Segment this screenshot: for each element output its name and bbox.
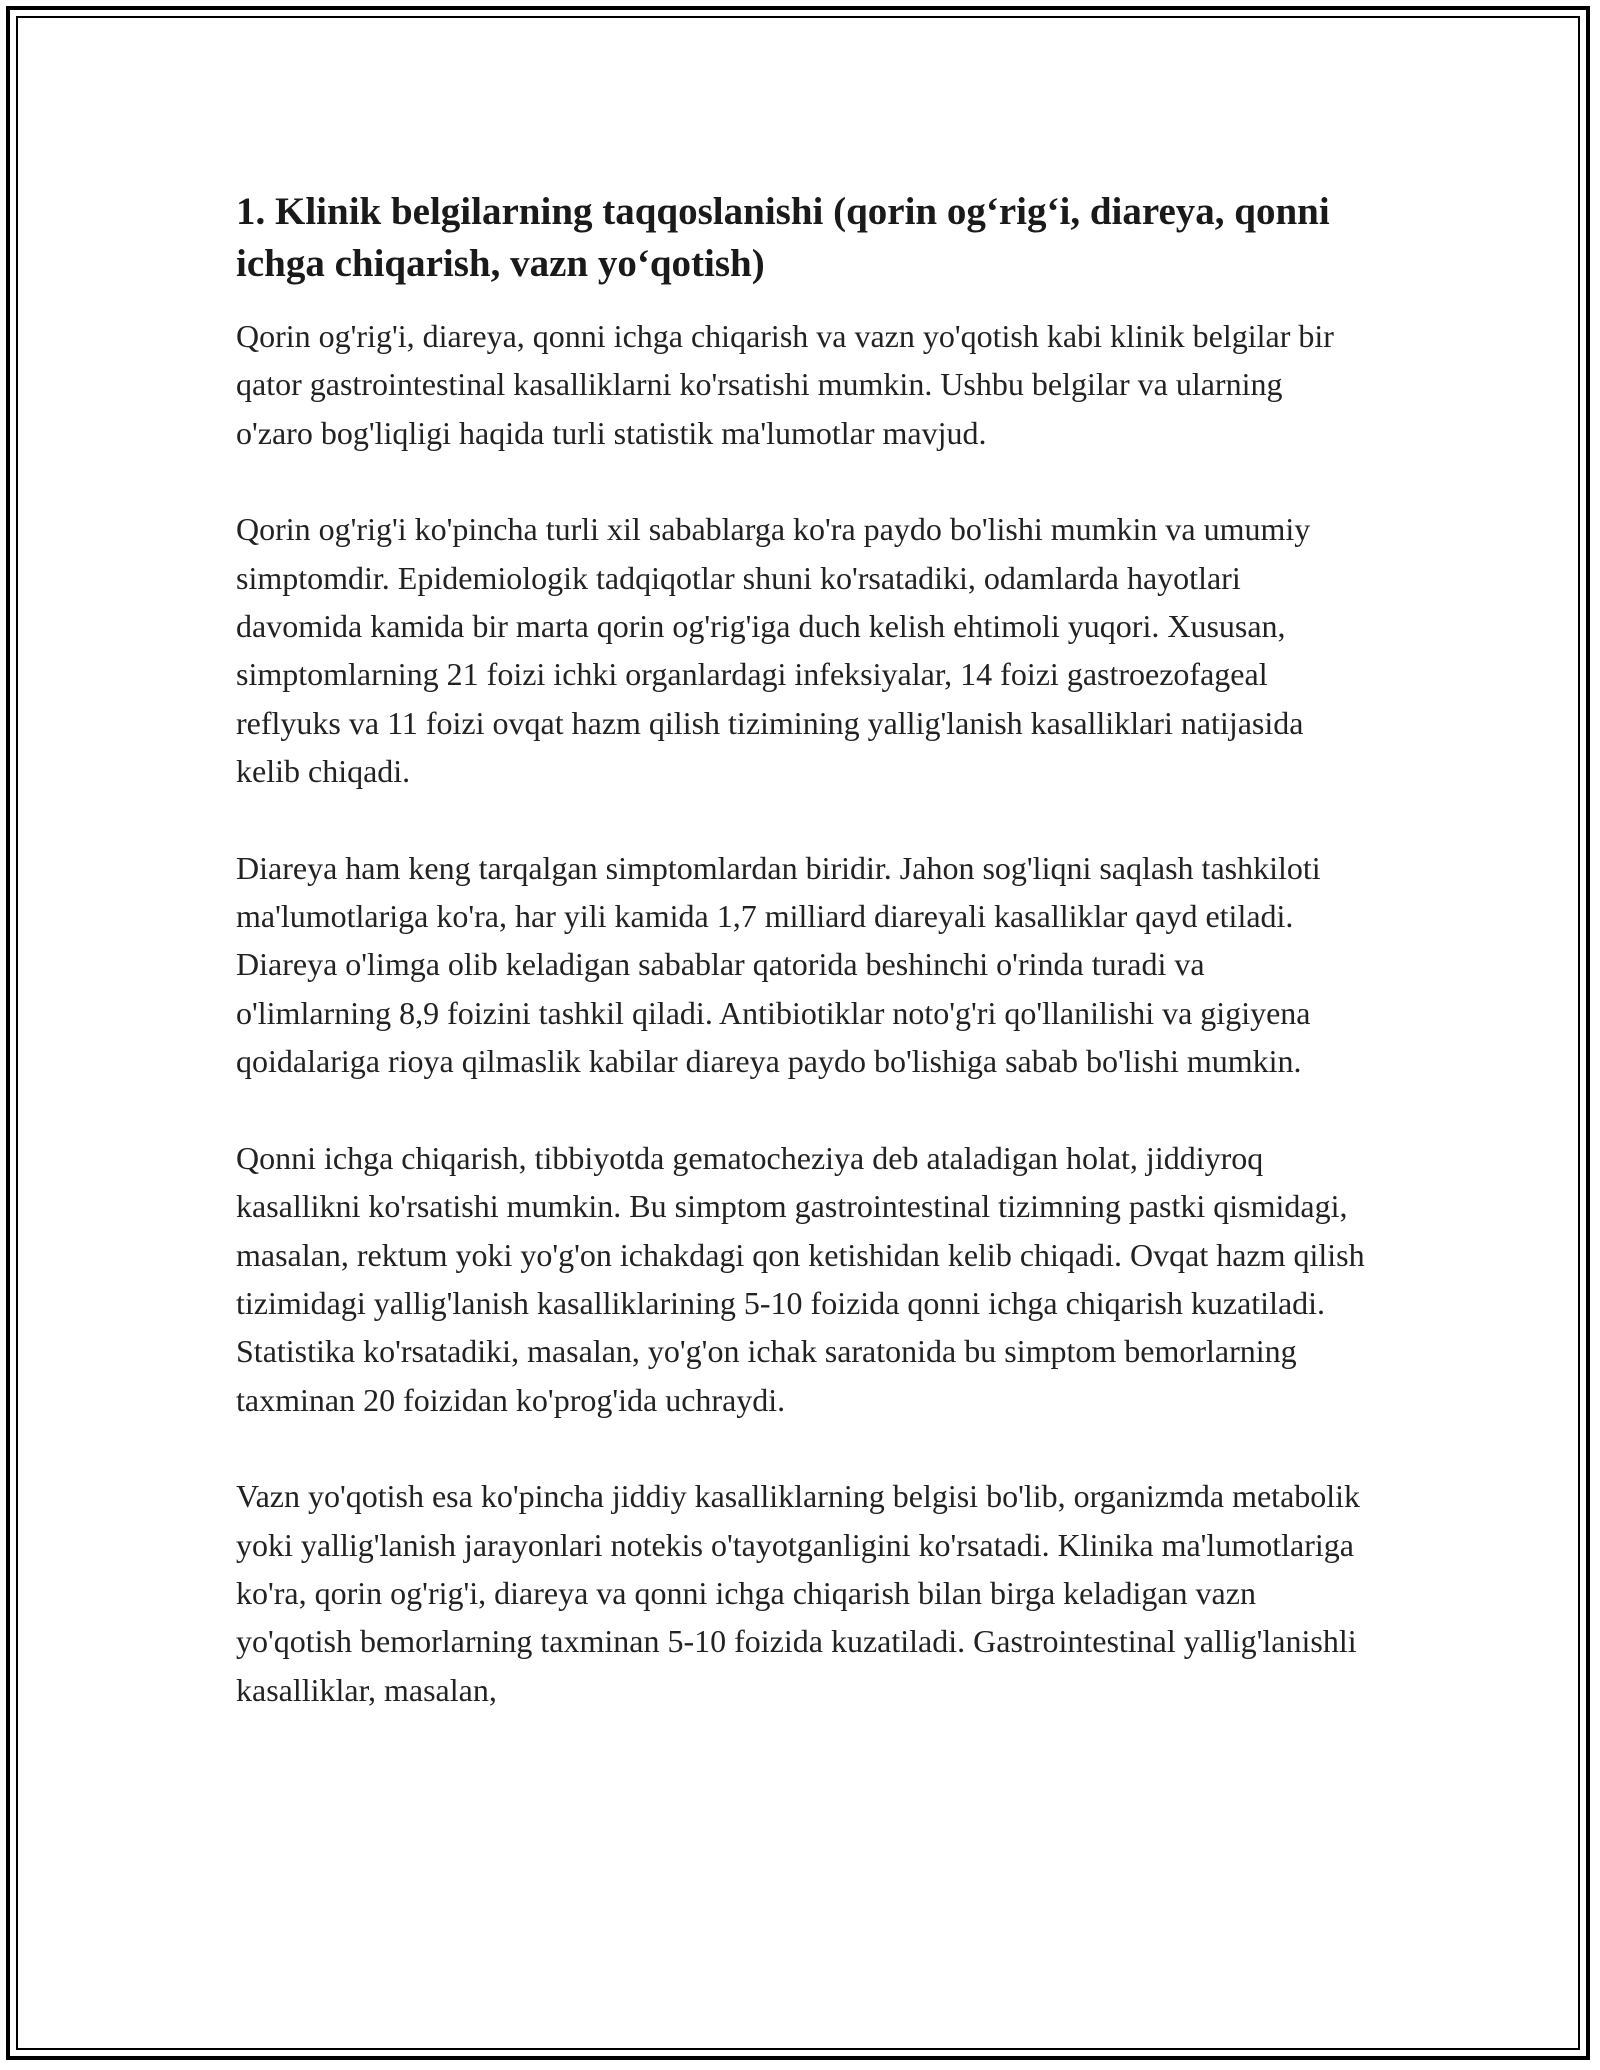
paragraph-abdominal-pain: Qorin og'rig'i ko'pincha turli xil sabablarga ko'ra paydo bo'lishi mumkin va umumiy simptomdir. Epidemiologik tadqiqotlar shuni ko'rsatadiki, odamlarda hayotlari davomida kamida bir marta qorin og'rig'iga duch kelish ehtimoli yuqori. Xususan, simptomlarning 21 foizi ichki organlardagi infeksiyalar, 14 foizi gastroezofageal reflyuks va 11 foizi ovqat hazm qilish tizimining yallig'lanish kasalliklari natijasida kelib chiqadi. xyxy=(236,511,1311,790)
paragraph-hematochezia: Qonni ichga chiqarish, tibbiyotda gematocheziya deb ataladigan holat, jiddiyroq kasallikni ko'rsatishi mumkin. Bu simptom gastrointestinal tizimning pastki qismidagi, masalan, rektum yoki yo'g'on ichakdagi qon ketishidan kelib chiqadi. Ovqat hazm qilish tizimidagi yallig'lanish kasalliklarining 5-10 foizida qonni ichga chiqarish kuzatiladi. Statistika ko'rsatadiki, masalan, yo'g'on ichak saratonida bu simptom bemorlarning taxminan 20 foizidan ko'prog'ida uchraydi. xyxy=(236,1139,1365,1418)
paragraph-weight-loss: Vazn yo'qotish esa ko'pincha jiddiy kasalliklarning belgisi bo'lib, organizmda metabolik yoki yallig'lanish jarayonlari notekis o'tayotganligini ko'rsatadi. Klinika ma'lumotlariga ko'ra, qorin og'rig'i, diareya va qonni ichga chiqarish bilan birga keladigan vazn yo'qotish bemorlarning taxminan 5-10 foizida kuzatiladi. Gastrointestinal yallig'lanishli kasalliklar, masalan, xyxy=(236,1478,1361,1708)
paragraph-intro: Qorin og'rig'i, diareya, qonni ichga chiqarish va vazn yo'qotish kabi klinik belgilar bir qator gastrointestinal kasalliklarni ko'rsatishi mumkin. Ushbu belgilar va ularning o'zaro bog'liqligi haqida turli statistik ma'lumotlar mavjud. xyxy=(236,318,1334,451)
section-heading: 1. Klinik belgilarning taqqoslanishi (qorin og‘rig‘i, diareya, qonni ichga chiqarish, vazn yo‘qotish) xyxy=(236,190,1330,285)
paragraph-diarrhea: Diareya ham keng tarqalgan simptomlardan biridir. Jahon sog'liqni saqlash tashkiloti ma'lumotlariga ko'ra, har yili kamida 1,7 milliard diareyali kasalliklar qayd etiladi. Diareya o'limga olib keladigan sabablar qatorida beshinchi o'rinda turadi va o'limlarning 8,9 foizini tashkil qiladi. Antibiotiklar noto'g'ri qo'llanilishi va gigiyena qoidalariga rioya qilmaslik kabilar diareya paydo bo'lishiga sabab bo'lishi mumkin. xyxy=(236,849,1321,1080)
document-body xyxy=(236,186,1366,1762)
